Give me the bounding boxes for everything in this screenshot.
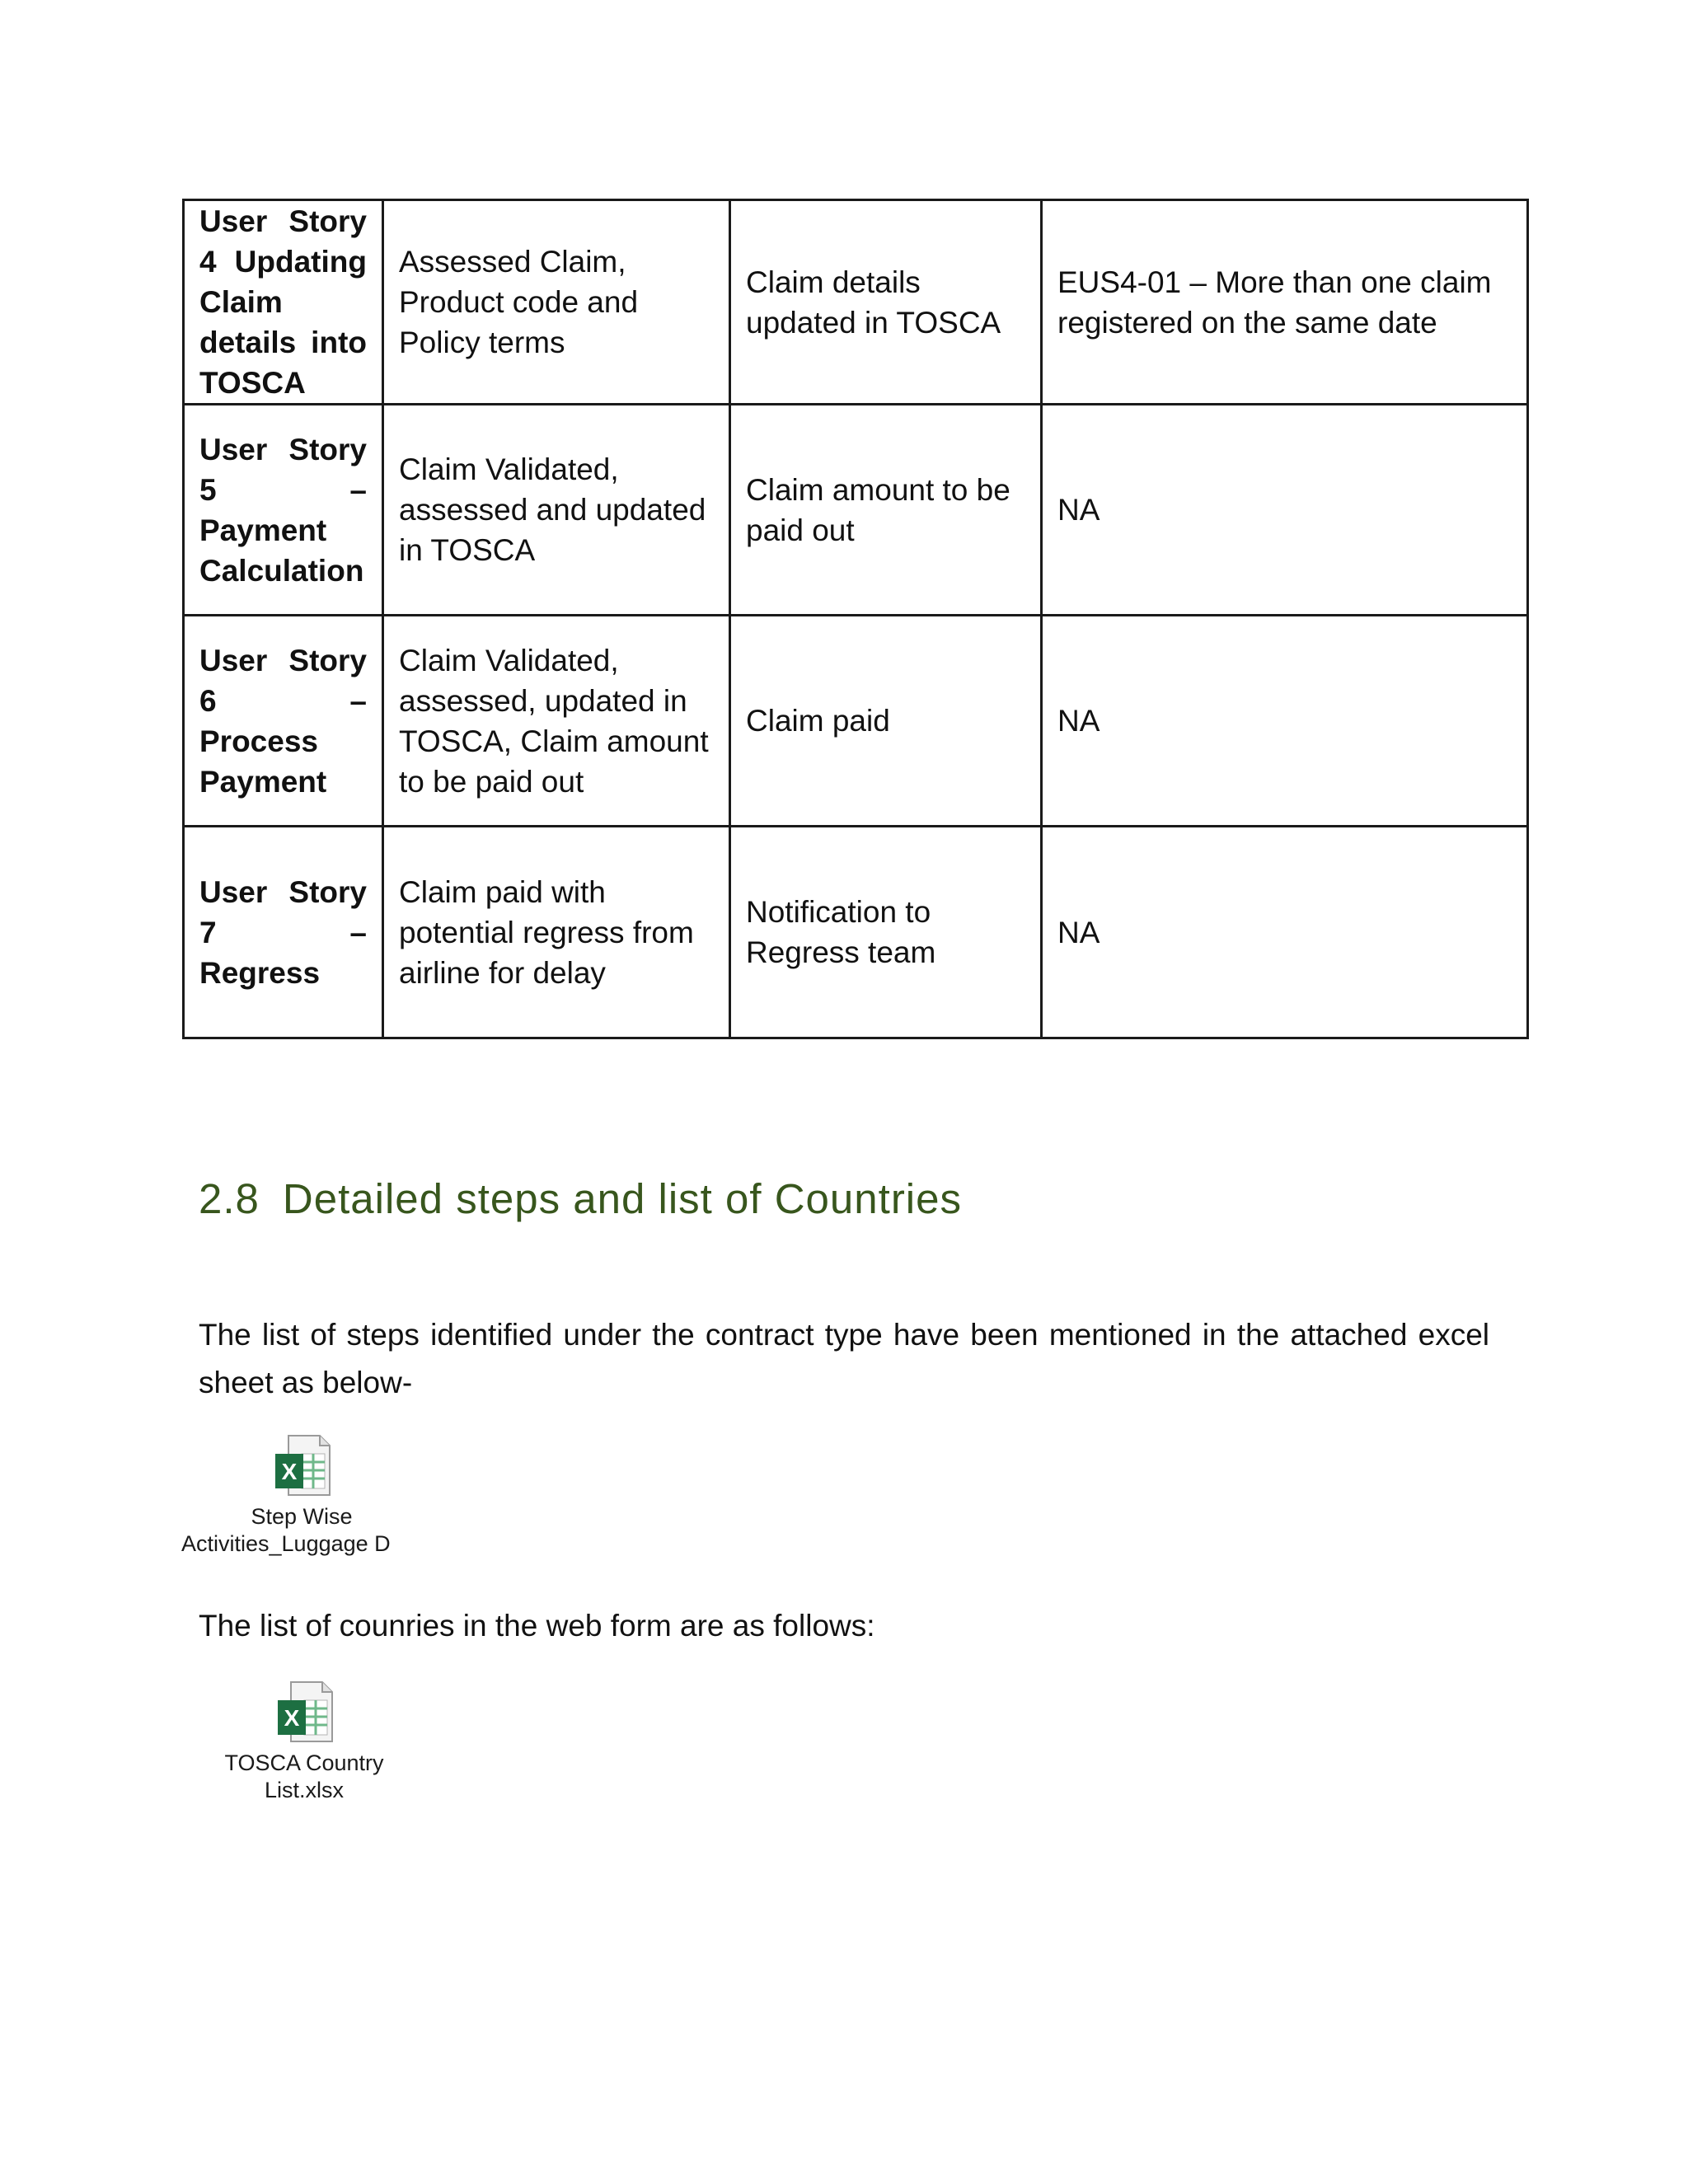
- svg-text:X: X: [281, 1459, 298, 1484]
- table-row: [184, 200, 1528, 405]
- exception-cell: NA: [1042, 405, 1528, 616]
- attachment-caption: List.xlsx: [264, 1778, 345, 1802]
- section-heading: [199, 1174, 962, 1223]
- excel-file-icon: [269, 1432, 335, 1498]
- input-cell: Claim paid with potential regress from airline for delay: [383, 827, 730, 1038]
- story-cell: User Story 6 – Process Payment: [184, 616, 383, 827]
- input-cell: Claim Validated, assessed, updated in TOSCA, Claim amount to be paid out: [383, 616, 730, 827]
- table-row: [184, 405, 1528, 616]
- exception-cell: NA: [1042, 827, 1528, 1038]
- output-cell: Claim amount to be paid out: [730, 405, 1042, 616]
- exception-cell: NA: [1042, 616, 1528, 827]
- table-row: [184, 616, 1528, 827]
- story-cell: User Story 4 Updating Claim details into TOSCA: [184, 200, 383, 405]
- output-cell: Notification to Regress team: [730, 827, 1042, 1038]
- exception-cell: EUS4-01 – More than one claim registered on the same date: [1042, 200, 1528, 405]
- user-stories-table: [182, 199, 1529, 1039]
- output-cell: Claim paid: [730, 616, 1042, 827]
- output-cell: Claim details updated in TOSCA: [730, 200, 1042, 405]
- step-wise-attachment[interactable]: [178, 1432, 425, 1558]
- input-cell: Assessed Claim, Product code and Policy terms: [383, 200, 730, 405]
- story-cell: User Story 5 – Payment Calculation: [184, 405, 383, 616]
- countries-paragraph: The list of counries in the web form are as follows:: [199, 1609, 875, 1643]
- attachment-caption: Step Wise: [251, 1504, 353, 1529]
- steps-paragraph: The list of steps identified under the contract type have been mentioned in the attached excel sheet as below-: [199, 1318, 1489, 1399]
- section-title: Detailed steps and list of Countries: [282, 1175, 962, 1222]
- attachment-caption: TOSCA Country: [224, 1750, 384, 1775]
- story-cell: User Story 7 – Regress: [184, 827, 383, 1038]
- section-number: 2.8: [199, 1175, 260, 1222]
- svg-text:X: X: [284, 1705, 300, 1731]
- excel-file-icon: [271, 1679, 337, 1745]
- country-list-attachment[interactable]: [181, 1679, 428, 1804]
- attachment-caption: Activities_Luggage D: [181, 1531, 391, 1556]
- table-row: [184, 827, 1528, 1038]
- input-cell: Claim Validated, assessed and updated in TOSCA: [383, 405, 730, 616]
